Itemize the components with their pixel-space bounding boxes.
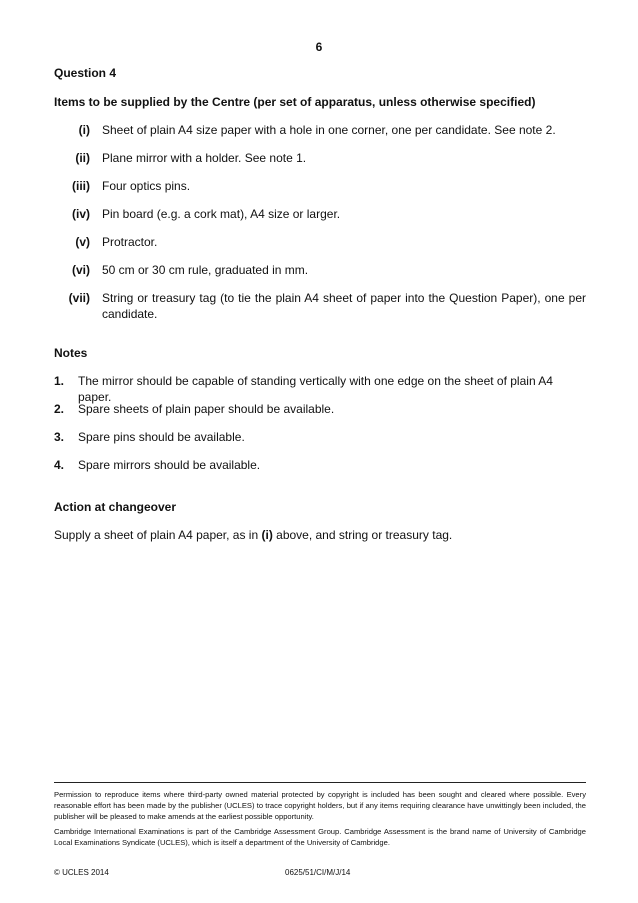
note-number: 2. <box>54 402 65 416</box>
item-number: (ii) <box>75 151 90 165</box>
note-text: Spare mirrors should be available. <box>78 458 261 472</box>
changeover-heading: Action at changeover <box>54 500 177 514</box>
item-text: Pin board (e.g. a cork mat), A4 size or larger. <box>102 207 341 221</box>
changeover-text <box>54 527 586 543</box>
item-number: (vii) <box>68 291 90 305</box>
item-number: (i) <box>78 123 90 137</box>
question-title: Question 4 <box>54 66 117 80</box>
changeover-item-ref: (i) <box>261 528 273 542</box>
item-number: (v) <box>75 235 90 249</box>
note-text: Spare sheets of plain paper should be available. <box>78 402 335 416</box>
item-number: (vi) <box>72 263 90 277</box>
items-heading: Items to be supplied by the Centre (per set of apparatus, unless otherwise specified) <box>54 95 536 109</box>
item-text: Four optics pins. <box>102 179 191 193</box>
footer-rule <box>54 782 586 783</box>
item-text: Sheet of plain A4 size paper with a hole in one corner, one per candidate. See note 2. <box>102 123 556 137</box>
changeover-text-start: Supply a sheet of plain A4 paper, as in <box>54 528 262 542</box>
note-text: The mirror should be capable of standing vertically with one edge on the sheet of plain A4 paper. <box>78 374 553 404</box>
footer-paper-code: 0625/51/CI/M/J/14 <box>285 868 351 877</box>
note-number: 4. <box>54 458 65 472</box>
footer-permission-notice: Permission to reproduce items where third-party owned material protected by copyright is included has been sought and cleared where possible. Every reasonable effort has been made by the publisher (UCLES) to trace copyright holders, but if any items requiring clearance have unwittingly been included, the publisher will be pleased to make amends at the earliest possible opportunity. <box>54 790 586 821</box>
item-text: Protractor. <box>102 235 158 249</box>
note-number: 3. <box>54 430 65 444</box>
changeover-text-end: above, and string or treasury tag. <box>272 528 453 542</box>
item-text: 50 cm or 30 cm rule, graduated in mm. <box>102 263 309 277</box>
item-number: (iv) <box>72 207 90 221</box>
page-number: 6 <box>315 40 323 54</box>
note-number: 1. <box>54 374 65 388</box>
item-number: (iii) <box>72 179 90 193</box>
notes-heading: Notes <box>54 346 88 360</box>
item-text: String or treasury tag (to tie the plain A4 sheet of paper into the Question Paper), one per candidate. <box>102 291 586 321</box>
item-text: Plane mirror with a holder. See note 1. <box>102 151 307 165</box>
note-text: Spare pins should be available. <box>78 430 245 444</box>
footer-cie-notice: Cambridge International Examinations is part of the Cambridge Assessment Group. Cambridge Assessment is the brand name of University of Cambridge Local Examinations Syndicate (UCLES), which is itself a department of the University of Cambridge. <box>54 827 586 847</box>
footer-copyright: © UCLES 2014 <box>54 868 109 877</box>
